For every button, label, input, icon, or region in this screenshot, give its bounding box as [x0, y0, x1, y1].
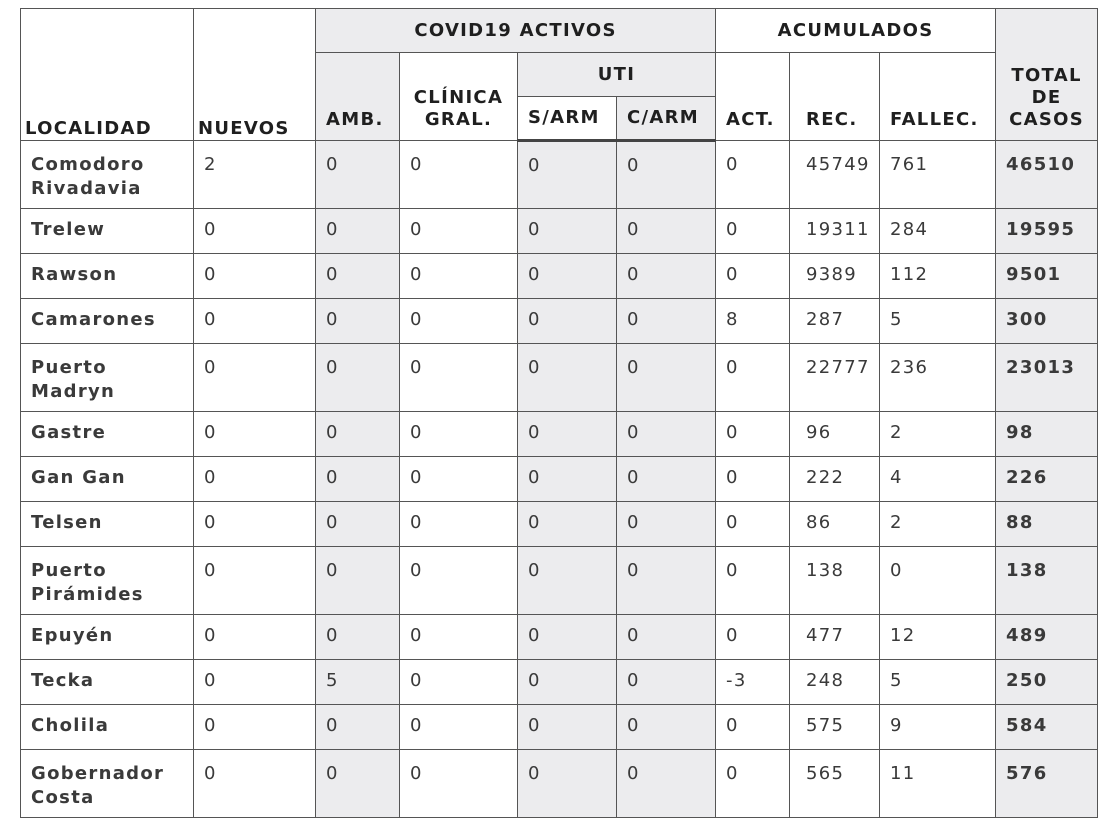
localidad-line1: Tecka — [31, 670, 95, 691]
localidad-line1: Puerto — [31, 357, 107, 378]
header-clinica-gral — [400, 53, 518, 141]
header-total-line2: DE — [1031, 87, 1062, 108]
localidad-line2: Costa — [31, 787, 95, 808]
header-acumulados: ACUMULADOS — [716, 9, 996, 53]
table-body — [21, 141, 1098, 818]
cell-act: 0 — [716, 141, 790, 209]
cell-c-arm: 0 — [617, 412, 716, 457]
table-row — [21, 547, 1098, 615]
cell-total: 226 — [996, 457, 1098, 502]
header-fallec: FALLEC. — [880, 53, 996, 141]
cell-act: 0 — [716, 254, 790, 299]
cell-nuevos: 0 — [194, 502, 316, 547]
header-act: ACT. — [716, 53, 790, 141]
cell-rec: 248 — [790, 660, 880, 705]
cell-total: 98 — [996, 412, 1098, 457]
header-amb: AMB. — [316, 53, 400, 141]
header-clinica-line1: CLÍNICA — [413, 87, 504, 108]
table-row — [21, 344, 1098, 412]
cell-fallec: 112 — [880, 254, 996, 299]
cell-act: 0 — [716, 705, 790, 750]
header-uti: UTI — [518, 53, 716, 97]
cell-localidad — [21, 209, 194, 254]
cell-act: 0 — [716, 209, 790, 254]
cell-total: 584 — [996, 705, 1098, 750]
cell-rec: 96 — [790, 412, 880, 457]
cell-rec: 22777 — [790, 344, 880, 412]
cell-rec: 287 — [790, 299, 880, 344]
cell-s-arm: 0 — [518, 141, 617, 209]
cell-total: 576 — [996, 750, 1098, 818]
table-row — [21, 502, 1098, 547]
cell-total: 9501 — [996, 254, 1098, 299]
cell-rec: 45749 — [790, 141, 880, 209]
cell-localidad — [21, 705, 194, 750]
cell-amb: 0 — [316, 457, 400, 502]
cell-nuevos: 0 — [194, 412, 316, 457]
cell-nuevos: 0 — [194, 547, 316, 615]
localidad-line1: Gastre — [31, 422, 107, 443]
cell-fallec: 5 — [880, 660, 996, 705]
cell-clinica: 0 — [400, 254, 518, 299]
cell-act: -3 — [716, 660, 790, 705]
cell-act: 0 — [716, 457, 790, 502]
cell-s-arm: 0 — [518, 457, 617, 502]
cell-nuevos: 2 — [194, 141, 316, 209]
cell-nuevos: 0 — [194, 705, 316, 750]
table-row — [21, 705, 1098, 750]
cell-c-arm: 0 — [617, 660, 716, 705]
cell-amb: 0 — [316, 141, 400, 209]
cell-amb: 0 — [316, 705, 400, 750]
cell-rec: 477 — [790, 615, 880, 660]
cell-fallec: 2 — [880, 502, 996, 547]
table-row — [21, 254, 1098, 299]
cell-act: 0 — [716, 412, 790, 457]
cell-fallec: 284 — [880, 209, 996, 254]
table-row — [21, 141, 1098, 209]
cell-nuevos: 0 — [194, 660, 316, 705]
cell-clinica: 0 — [400, 502, 518, 547]
cell-nuevos: 0 — [194, 750, 316, 818]
localidad-line1: Comodoro — [31, 154, 145, 175]
cell-fallec: 5 — [880, 299, 996, 344]
localidad-line1: Rawson — [31, 264, 118, 285]
cell-rec: 9389 — [790, 254, 880, 299]
cell-fallec: 9 — [880, 705, 996, 750]
cell-clinica: 0 — [400, 660, 518, 705]
header-localidad: LOCALIDAD — [21, 9, 194, 141]
cell-total: 88 — [996, 502, 1098, 547]
cell-act: 0 — [716, 344, 790, 412]
cell-s-arm: 0 — [518, 615, 617, 660]
cell-rec: 575 — [790, 705, 880, 750]
cell-c-arm: 0 — [617, 457, 716, 502]
cell-s-arm: 0 — [518, 412, 617, 457]
cell-nuevos: 0 — [194, 299, 316, 344]
cell-clinica: 0 — [400, 344, 518, 412]
cell-s-arm: 0 — [518, 254, 617, 299]
cell-total: 138 — [996, 547, 1098, 615]
cell-c-arm: 0 — [617, 615, 716, 660]
cell-clinica: 0 — [400, 705, 518, 750]
header-c-arm: C/ARM — [617, 97, 716, 141]
localidad-line1: Telsen — [31, 512, 103, 533]
cell-c-arm: 0 — [617, 750, 716, 818]
cell-c-arm: 0 — [617, 547, 716, 615]
table-row — [21, 209, 1098, 254]
cell-nuevos: 0 — [194, 254, 316, 299]
cell-localidad — [21, 660, 194, 705]
cell-fallec: 12 — [880, 615, 996, 660]
cell-amb: 0 — [316, 502, 400, 547]
cell-localidad — [21, 344, 194, 412]
cell-rec: 86 — [790, 502, 880, 547]
cell-act: 0 — [716, 502, 790, 547]
cell-localidad — [21, 141, 194, 209]
cell-c-arm: 0 — [617, 344, 716, 412]
cell-amb: 0 — [316, 344, 400, 412]
cell-amb: 0 — [316, 412, 400, 457]
cell-act: 0 — [716, 750, 790, 818]
cell-localidad — [21, 254, 194, 299]
cell-nuevos: 0 — [194, 615, 316, 660]
cell-s-arm: 0 — [518, 502, 617, 547]
cell-localidad — [21, 299, 194, 344]
covid-cases-table — [20, 8, 1098, 818]
cell-nuevos: 0 — [194, 344, 316, 412]
localidad-line1: Trelew — [31, 219, 106, 240]
cell-fallec: 4 — [880, 457, 996, 502]
cell-clinica: 0 — [400, 547, 518, 615]
cell-s-arm: 0 — [518, 344, 617, 412]
cell-clinica: 0 — [400, 750, 518, 818]
header-total-line1: TOTAL — [1011, 65, 1082, 86]
cell-act: 8 — [716, 299, 790, 344]
cell-act: 0 — [716, 547, 790, 615]
localidad-line2: Rivadavia — [31, 178, 142, 199]
cell-rec: 565 — [790, 750, 880, 818]
cell-clinica: 0 — [400, 412, 518, 457]
header-clinica-line2: GRAL. — [424, 109, 493, 130]
cell-total: 23013 — [996, 344, 1098, 412]
cell-fallec: 761 — [880, 141, 996, 209]
cell-amb: 0 — [316, 299, 400, 344]
cell-clinica: 0 — [400, 457, 518, 502]
header-rec: REC. — [790, 53, 880, 141]
cell-s-arm: 0 — [518, 299, 617, 344]
localidad-line1: Gobernador — [31, 763, 165, 784]
cell-s-arm: 0 — [518, 660, 617, 705]
cell-localidad — [21, 615, 194, 660]
cell-total: 19595 — [996, 209, 1098, 254]
cell-c-arm: 0 — [617, 209, 716, 254]
localidad-line1: Puerto — [31, 560, 107, 581]
localidad-line2: Madryn — [31, 381, 116, 402]
header-nuevos: NUEVOS — [194, 9, 316, 141]
cell-localidad — [21, 457, 194, 502]
cell-s-arm: 0 — [518, 705, 617, 750]
localidad-line1: Epuyén — [31, 625, 114, 646]
cell-amb: 0 — [316, 209, 400, 254]
header-s-arm: S/ARM — [518, 97, 617, 141]
header-total-casos — [996, 9, 1098, 141]
cell-fallec: 0 — [880, 547, 996, 615]
table-row — [21, 457, 1098, 502]
cell-s-arm: 0 — [518, 209, 617, 254]
localidad-line1: Camarones — [31, 309, 156, 330]
cell-total: 300 — [996, 299, 1098, 344]
cell-localidad — [21, 502, 194, 547]
cell-c-arm: 0 — [617, 141, 716, 209]
localidad-line2: Pirámides — [31, 584, 144, 605]
cell-total: 489 — [996, 615, 1098, 660]
cell-clinica: 0 — [400, 615, 518, 660]
cell-localidad — [21, 547, 194, 615]
cell-nuevos: 0 — [194, 457, 316, 502]
cell-c-arm: 0 — [617, 705, 716, 750]
cell-amb: 0 — [316, 547, 400, 615]
localidad-line1: Gan Gan — [31, 467, 126, 488]
cell-fallec: 2 — [880, 412, 996, 457]
table-row — [21, 660, 1098, 705]
cell-total: 250 — [996, 660, 1098, 705]
cell-fallec: 11 — [880, 750, 996, 818]
cell-clinica: 0 — [400, 209, 518, 254]
cell-act: 0 — [716, 615, 790, 660]
cell-clinica: 0 — [400, 141, 518, 209]
cell-fallec: 236 — [880, 344, 996, 412]
cell-amb: 0 — [316, 254, 400, 299]
localidad-line1: Cholila — [31, 715, 110, 736]
cell-amb: 0 — [316, 750, 400, 818]
cell-c-arm: 0 — [617, 502, 716, 547]
table-header — [21, 9, 1098, 141]
table-row — [21, 750, 1098, 818]
table-row — [21, 299, 1098, 344]
cell-amb: 0 — [316, 615, 400, 660]
cell-c-arm: 0 — [617, 254, 716, 299]
cell-c-arm: 0 — [617, 299, 716, 344]
table-row — [21, 615, 1098, 660]
cell-s-arm: 0 — [518, 750, 617, 818]
cell-amb: 5 — [316, 660, 400, 705]
cell-clinica: 0 — [400, 299, 518, 344]
header-covid-activos: COVID19 ACTIVOS — [316, 9, 716, 53]
cell-rec: 222 — [790, 457, 880, 502]
cell-rec: 19311 — [790, 209, 880, 254]
cell-localidad — [21, 412, 194, 457]
cell-rec: 138 — [790, 547, 880, 615]
cell-localidad — [21, 750, 194, 818]
cell-s-arm: 0 — [518, 547, 617, 615]
table-row — [21, 412, 1098, 457]
cell-total: 46510 — [996, 141, 1098, 209]
cell-nuevos: 0 — [194, 209, 316, 254]
header-total-line3: CASOS — [1009, 109, 1084, 130]
